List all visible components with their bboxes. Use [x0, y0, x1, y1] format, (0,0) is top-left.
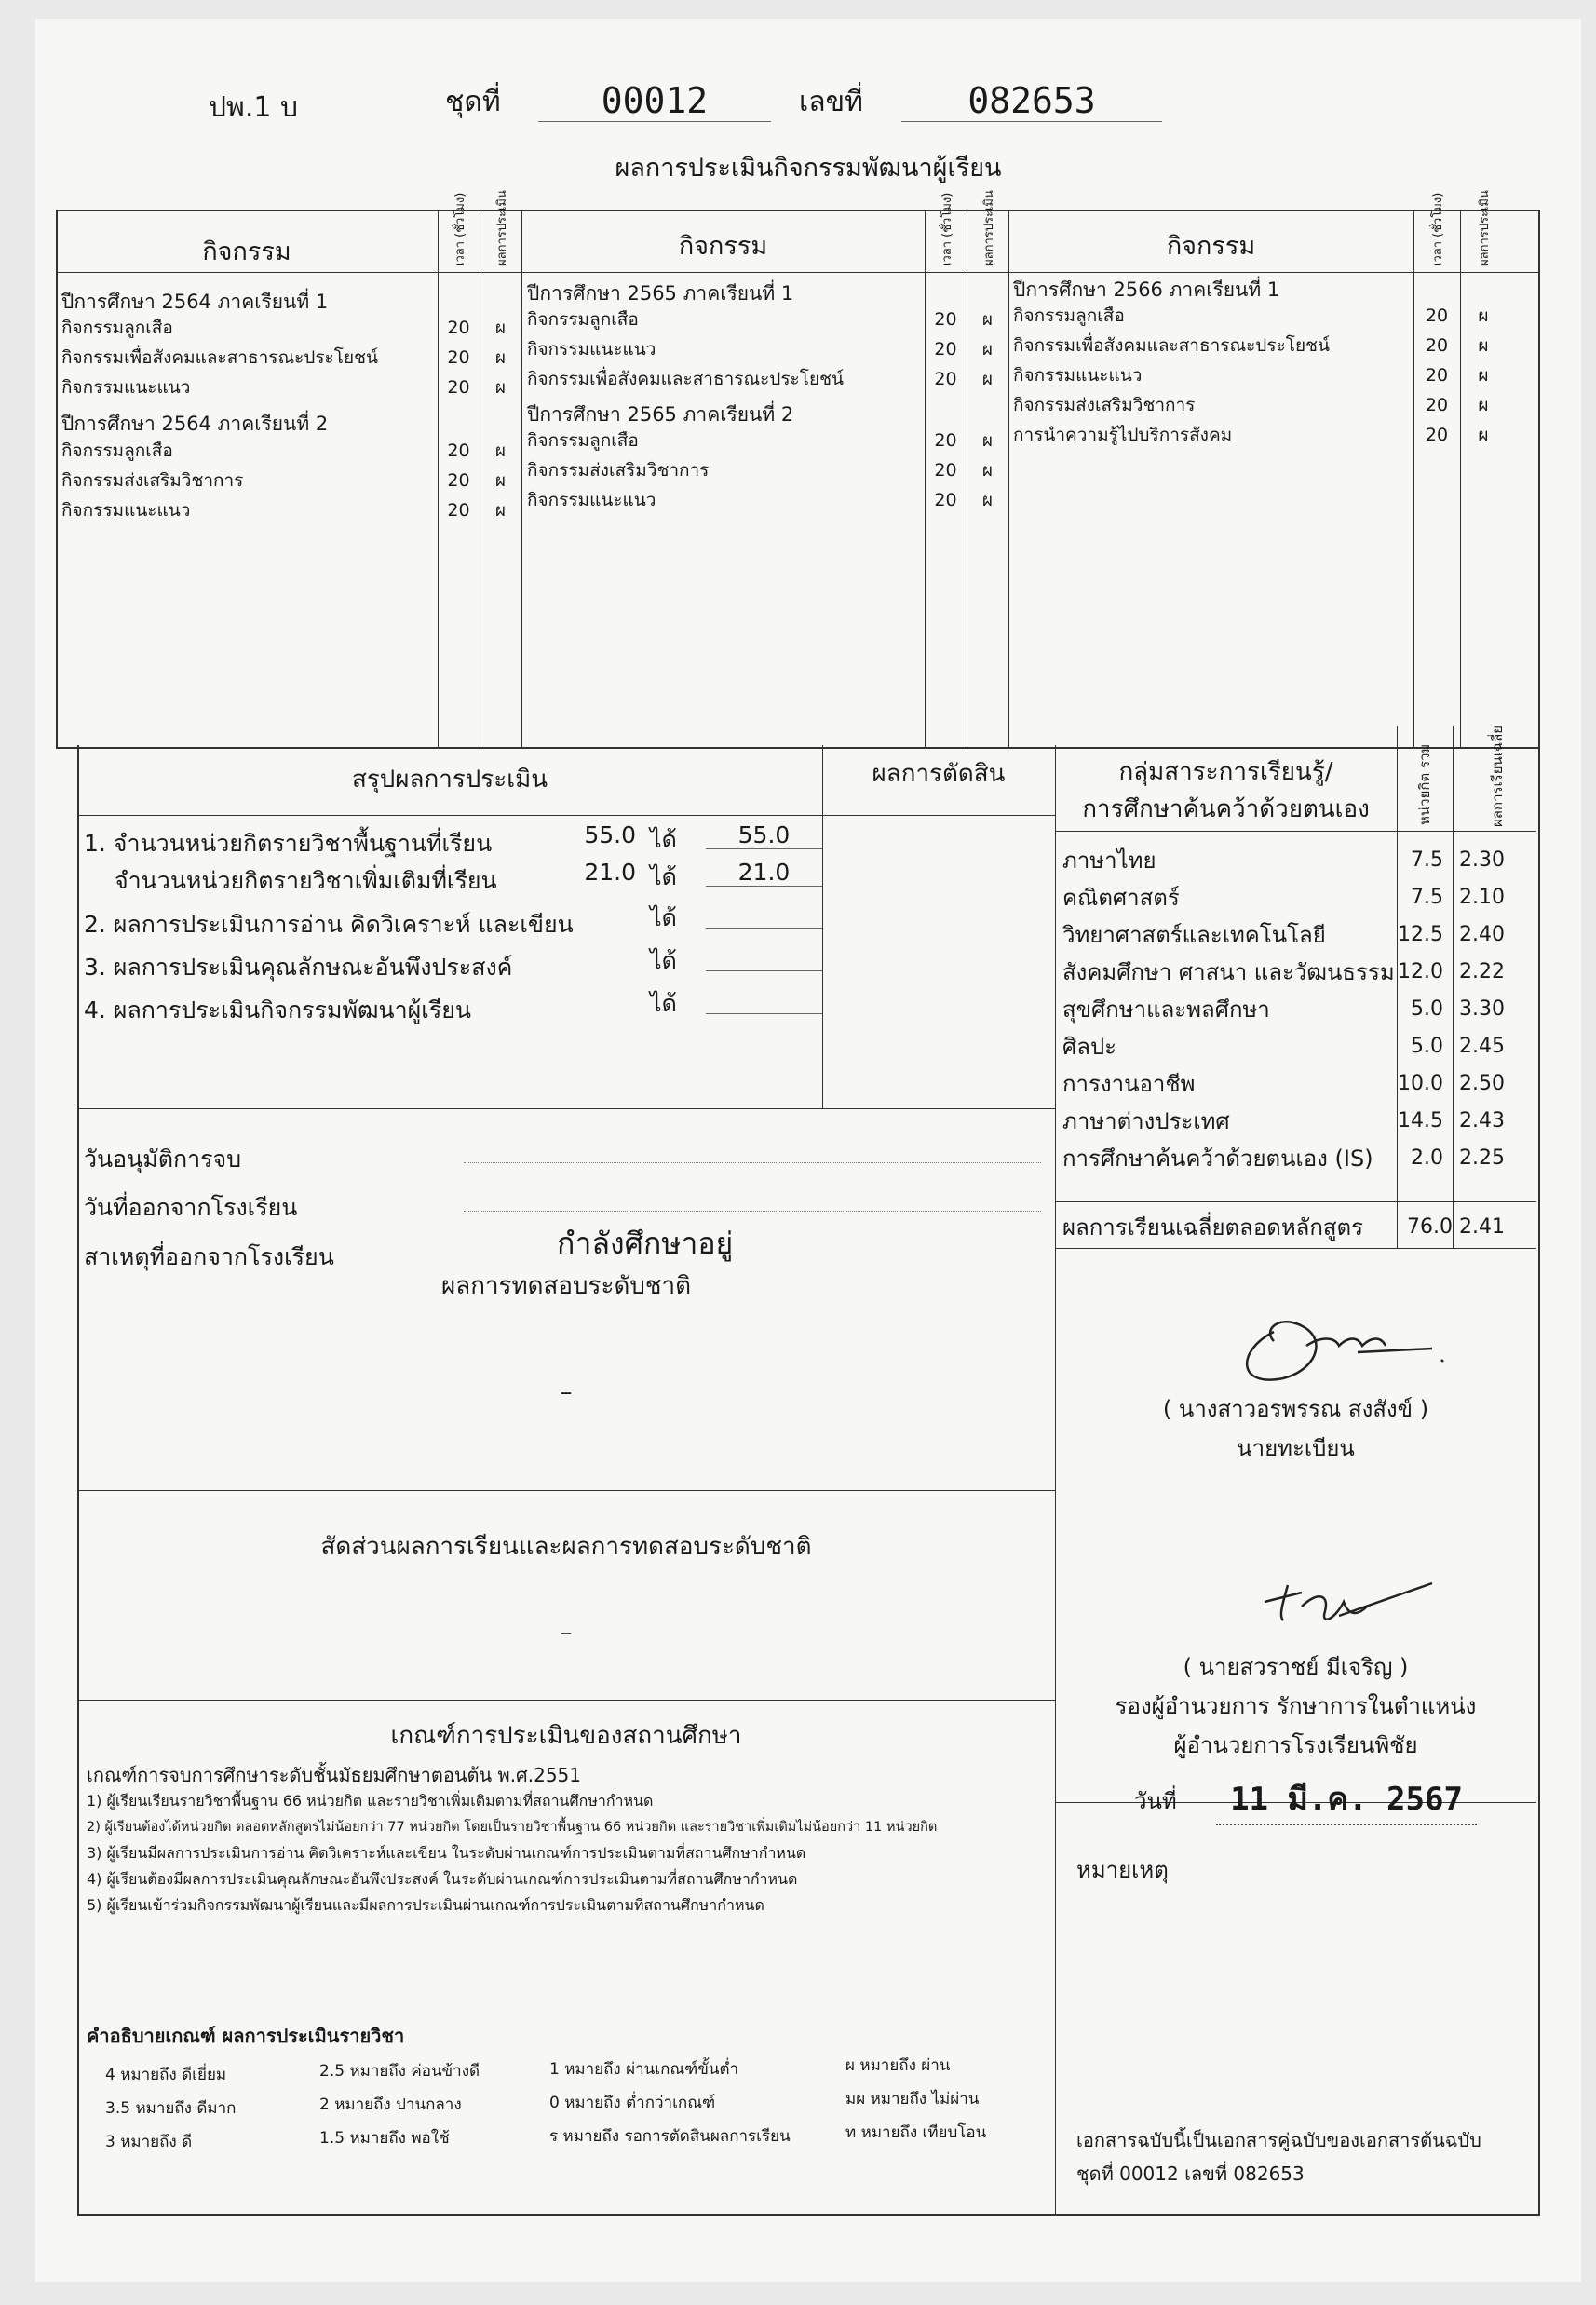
ratio-title: สัดส่วนผลการเรียนและผลการทดสอบระดับชาติ: [320, 1533, 812, 1561]
activity-hours: 20: [1425, 395, 1449, 415]
ratio-value: –: [560, 1619, 573, 1647]
legend-title: คำอธิบายเกณฑ์ ผลการประเมินรายวิชา: [87, 2025, 405, 2047]
hours-col-header-2: เวลา (ชั่วโมง): [940, 192, 954, 266]
subject-gpa: 2.43: [1459, 1109, 1505, 1132]
subject-name: สังคมศึกษา ศาสนา และวัฒนธรรม: [1062, 959, 1395, 985]
activity-hours: 20: [447, 441, 470, 461]
summary-studied: 21.0: [584, 859, 636, 886]
activity-name: กิจกรรมลูกเสือ: [527, 430, 639, 451]
subject-gpa: 2.30: [1459, 848, 1505, 872]
subject-name: ศิลปะ: [1062, 1034, 1117, 1060]
activity-hours: 20: [1425, 335, 1449, 356]
result-col-header-2: ผลการประเมิน: [982, 190, 996, 266]
got-label: ได้: [650, 826, 677, 853]
activity-name: กิจกรรมแนะแนว: [1013, 365, 1143, 386]
subject-credits: 7.5: [1411, 848, 1443, 872]
overall-gpa: 2.41: [1459, 1215, 1505, 1239]
graduation-date-label: วันอนุมัติการจบ: [84, 1146, 242, 1173]
subject-gpa: 2.40: [1459, 923, 1505, 946]
subject-gpa: 2.10: [1459, 886, 1505, 909]
activity-name: กิจกรรมแนะแนว: [527, 339, 656, 359]
set-label: ชุดที่: [445, 86, 501, 118]
summary-row-label: 1. จำนวนหน่วยกิตรายวิชาพื้นฐานที่เรียน: [84, 830, 493, 857]
activity-result: ผ: [1478, 425, 1489, 445]
activity-name: กิจกรรมลูกเสือ: [1013, 305, 1125, 326]
activity-name: กิจกรรมเพื่อสังคมและสาธารณะประโยชน์: [1013, 335, 1330, 356]
activity-hours: 20: [1425, 305, 1449, 326]
subject-name: วิทยาศาสตร์และเทคโนโลยี: [1062, 922, 1326, 948]
legend-item: มผ หมายถึง ไม่ผ่าน: [845, 2090, 980, 2108]
subject-credits: 2.0: [1411, 1146, 1443, 1170]
overall-gpa-label: ผลการเรียนเฉลี่ยตลอดหลักสูตร: [1062, 1214, 1364, 1241]
director-signature: [1246, 1565, 1469, 1639]
activity-result: ผ: [494, 470, 507, 491]
activity-name: กิจกรรมแนะแนว: [61, 500, 191, 521]
activity-result: ผ: [494, 500, 507, 521]
subject-credits: 5.0: [1411, 1035, 1443, 1058]
subject-name: สุขศึกษาและพลศึกษา: [1062, 997, 1270, 1023]
overall-credits: 76.0: [1407, 1215, 1453, 1239]
legend-item: 4 หมายถึง ดีเยี่ยม: [105, 2066, 227, 2084]
activity-result: ผ: [494, 347, 507, 368]
summary-row-label: 3. ผลการประเมินคุณลักษณะอันพึงประสงค์: [84, 954, 513, 981]
leave-date-label: วันที่ออกจากโรงเรียน: [84, 1194, 298, 1221]
got-label: ได้: [650, 947, 677, 974]
activity-result: ผ: [981, 490, 994, 510]
activity-hours: 20: [934, 369, 957, 389]
activity-result: ผ: [981, 430, 994, 451]
subject-name: การศึกษาค้นคว้าด้วยตนเอง (IS): [1062, 1146, 1373, 1172]
page-title: ผลการประเมินกิจกรรมพัฒนาผู้เรียน: [615, 154, 1002, 183]
activity-result: ผ: [981, 369, 994, 389]
summary-row-label: 2. ผลการประเมินการอ่าน คิดวิเคราะห์ และเขียน: [84, 911, 574, 938]
semester-heading: ปีการศึกษา 2564 ภาคเรียนที่ 2: [61, 413, 329, 435]
subject-credits: 7.5: [1411, 886, 1443, 909]
national-test-value: –: [560, 1378, 573, 1406]
semester-heading: ปีการศึกษา 2564 ภาคเรียนที่ 1: [61, 291, 329, 313]
hours-col-header-1: เวลา (ชั่วโมง): [453, 192, 467, 266]
activity-hours: 20: [447, 470, 470, 491]
subject-gpa: 2.45: [1459, 1035, 1505, 1058]
legend-item: ร หมายถึง รอการตัดสินผลการเรียน: [549, 2127, 791, 2146]
legend-item: 0 หมายถึง ต่ำกว่าเกณฑ์: [549, 2094, 716, 2112]
criteria-item: 5) ผู้เรียนเข้าร่วมกิจกรรมพัฒนาผู้เรียนและมีผลการประเมินผ่านเกณฑ์การประเมินตามที่สถานศึกษากำหนด: [87, 1896, 764, 1914]
activity-name: กิจกรรมส่งเสริมวิชาการ: [527, 460, 710, 481]
activity-hours: 20: [447, 347, 470, 368]
summary-got: [706, 970, 822, 971]
legend-item: 2 หมายถึง ปานกลาง: [319, 2095, 462, 2114]
director-title-2: ผู้อำนวยการโรงเรียนพิชัย: [1173, 1732, 1418, 1758]
activity-col-header-2: กิจกรรม: [678, 232, 768, 261]
semester-heading: ปีการศึกษา 2566 ภาคเรียนที่ 1: [1013, 278, 1280, 301]
activity-result: ผ: [494, 377, 507, 398]
subject-credits: 12.5: [1398, 923, 1443, 946]
national-test-title: ผลการทดสอบระดับชาติ: [441, 1272, 691, 1300]
activity-col-header-1: กิจกรรม: [202, 237, 291, 266]
semester-heading: ปีการศึกษา 2565 ภาคเรียนที่ 1: [527, 282, 794, 305]
leave-reason-label: สาเหตุที่ออกจากโรงเรียน: [84, 1243, 334, 1270]
transcript-sheet: [35, 19, 1581, 2282]
activity-hours: 20: [934, 309, 957, 330]
summary-row-label: จำนวนหน่วยกิตรายวิชาเพิ่มเติมที่เรียน: [115, 867, 497, 894]
subject-gpa: 2.22: [1459, 960, 1505, 983]
activity-hours: 20: [1425, 425, 1449, 445]
subject-name: การงานอาชีพ: [1062, 1071, 1196, 1097]
activity-result: ผ: [981, 309, 994, 330]
subject-gpa: 3.30: [1459, 997, 1505, 1021]
activity-result: ผ: [981, 339, 994, 359]
activity-hours: 20: [934, 339, 957, 359]
activity-result: ผ: [1478, 305, 1489, 326]
date-label: วันที่: [1134, 1788, 1177, 1814]
activity-col-header-3: กิจกรรม: [1166, 232, 1256, 261]
summary-row-label: 4. ผลการประเมินกิจกรรมพัฒนาผู้เรียน: [84, 997, 472, 1024]
legend-item: ผ หมายถึง ผ่าน: [845, 2056, 951, 2075]
director-title-1: รองผู้อำนวยการ รักษาการในตำแหน่ง: [1115, 1693, 1477, 1719]
activity-name: กิจกรรมลูกเสือ: [61, 441, 173, 461]
summary-studied: 55.0: [584, 821, 636, 848]
activity-hours: 20: [934, 490, 957, 510]
activity-name: กิจกรรมลูกเสือ: [61, 318, 173, 338]
summary-got: [706, 928, 822, 929]
summary-got: [706, 1013, 822, 1014]
legend-item: 1.5 หมายถึง พอใช้: [319, 2129, 450, 2148]
activity-result: ผ: [1478, 335, 1489, 356]
notes-line1: เอกสารฉบับนี้เป็นเอกสารคู่ฉบับของเอกสารต้นฉบับ: [1076, 2129, 1481, 2151]
activity-name: กิจกรรมส่งเสริมวิชาการ: [1013, 395, 1196, 415]
director-name: ( นายสวราชย์ มีเจริญ ): [1183, 1654, 1409, 1680]
form-code: ปพ.1 บ: [209, 91, 299, 124]
criteria-subtitle: เกณฑ์การจบการศึกษาระดับชั้นมัธยมศึกษาตอนต้น พ.ศ.2551: [87, 1764, 582, 1786]
credit-col-header: หน่วยกิต รวม: [1416, 743, 1433, 825]
legend-item: ท หมายถึง เทียบโอน: [845, 2123, 987, 2142]
activity-name: กิจกรรมลูกเสือ: [527, 309, 639, 330]
subject-name: ภาษาไทย: [1062, 847, 1156, 874]
activity-result: ผ: [981, 460, 994, 481]
subjects-header-line1: กลุ่มสาระการเรียนรู้/: [1118, 758, 1333, 786]
registrar-name: ( นางสาวอรพรรณ สงสังข์ ): [1162, 1396, 1429, 1422]
subjects-header-line2: การศึกษาค้นคว้าด้วยตนเอง: [1082, 795, 1370, 823]
criteria-item: 4) ผู้เรียนต้องมีผลการประเมินคุณลักษณะอันพึงประสงค์ ในระดับผ่านเกณฑ์การประเมินตามที่สถานศึกษากำหนด: [87, 1870, 798, 1888]
legend-item: 1 หมายถึง ผ่านเกณฑ์ขั้นต่ำ: [549, 2060, 739, 2079]
activity-name: กิจกรรมส่งเสริมวิชาการ: [61, 470, 244, 491]
registrar-signature: [1218, 1295, 1497, 1397]
subject-name: ภาษาต่างประเทศ: [1062, 1108, 1230, 1134]
activity-result: ผ: [1478, 395, 1489, 415]
legend-item: 2.5 หมายถึง ค่อนข้างดี: [319, 2062, 480, 2081]
registrar-title: นายทะเบียน: [1237, 1435, 1355, 1461]
subject-credits: 10.0: [1398, 1072, 1443, 1095]
got-label: ได้: [650, 990, 677, 1017]
activity-result: ผ: [1478, 365, 1489, 386]
activity-hours: 20: [447, 377, 470, 398]
criteria-title: เกณฑ์การประเมินของสถานศึกษา: [390, 1722, 742, 1750]
notes-line2: ชุดที่ 00012 เลขที่ 082653: [1076, 2163, 1305, 2185]
number-label: เลขที่: [799, 86, 863, 118]
summary-got: 21.0: [706, 859, 822, 887]
criteria-item: 3) ผู้เรียนมีผลการประเมินการอ่าน คิดวิเคราะห์และเขียน ในระดับผ่านเกณฑ์การประเมินตามที่สถานศึกษากำหนด: [87, 1844, 806, 1862]
leave-reason-value: กำลังศึกษาอยู่: [557, 1226, 734, 1261]
gpa-col-header: ผลการเรียนเฉลี่ย: [1489, 725, 1506, 827]
hours-col-header-3: เวลา (ชั่วโมง): [1431, 192, 1445, 266]
decision-header: ผลการตัดสิน: [872, 760, 1006, 788]
legend-item: 3.5 หมายถึง ดีมาก: [105, 2099, 237, 2118]
criteria-item: 2) ผู้เรียนต้องได้หน่วยกิต ตลอดหลักสูตรไม่น้อยกว่า 77 หน่วยกิต โดยเป็นรายวิชาพื้นฐาน 66 หน่วยกิต และรายวิชาเพิ่มเติมไม่น้อยกว่า 11 หน่วยกิต: [87, 1820, 938, 1835]
result-col-header-1: ผลการประเมิน: [495, 190, 509, 266]
subject-gpa: 2.50: [1459, 1072, 1505, 1095]
activity-result: ผ: [494, 318, 507, 338]
legend-item: 3 หมายถึง ดี: [105, 2133, 193, 2151]
subject-credits: 12.0: [1398, 960, 1443, 983]
criteria-item: 1) ผู้เรียนเรียนรายวิชาพื้นฐาน 66 หน่วยกิต และรายวิชาเพิ่มเติมตามที่สถานศึกษากำหนด: [87, 1792, 654, 1810]
subject-gpa: 2.25: [1459, 1146, 1505, 1170]
document-number: 082653: [901, 80, 1162, 122]
set-number: 00012: [538, 80, 771, 122]
activity-hours: 20: [447, 318, 470, 338]
notes-title: หมายเหตุ: [1076, 1857, 1169, 1883]
semester-heading: ปีการศึกษา 2565 ภาคเรียนที่ 2: [527, 403, 794, 426]
signed-date: 11 มี.ค. 2567: [1216, 1773, 1477, 1825]
summary-got: 55.0: [706, 821, 822, 849]
subject-name: คณิตศาสตร์: [1062, 885, 1180, 911]
activity-name: กิจกรรมแนะแนว: [61, 377, 191, 398]
activity-hours: 20: [934, 430, 957, 451]
subject-credits: 5.0: [1411, 997, 1443, 1021]
activity-name: กิจกรรมเพื่อสังคมและสาธารณะประโยชน์: [61, 347, 378, 368]
subject-credits: 14.5: [1398, 1109, 1443, 1132]
result-col-header-3: ผลการประเมิน: [1478, 190, 1492, 266]
activity-name: กิจกรรมเพื่อสังคมและสาธารณะประโยชน์: [527, 369, 844, 389]
activity-hours: 20: [1425, 365, 1449, 386]
got-label: ได้: [650, 863, 677, 890]
activity-hours: 20: [934, 460, 957, 481]
activity-name: การนำความรู้ไปบริการสังคม: [1013, 425, 1233, 445]
summary-title: สรุปผลการประเมิน: [351, 766, 548, 793]
activity-name: กิจกรรมแนะแนว: [527, 490, 656, 510]
got-label: ได้: [650, 904, 677, 931]
activity-result: ผ: [494, 441, 507, 461]
activity-hours: 20: [447, 500, 470, 521]
